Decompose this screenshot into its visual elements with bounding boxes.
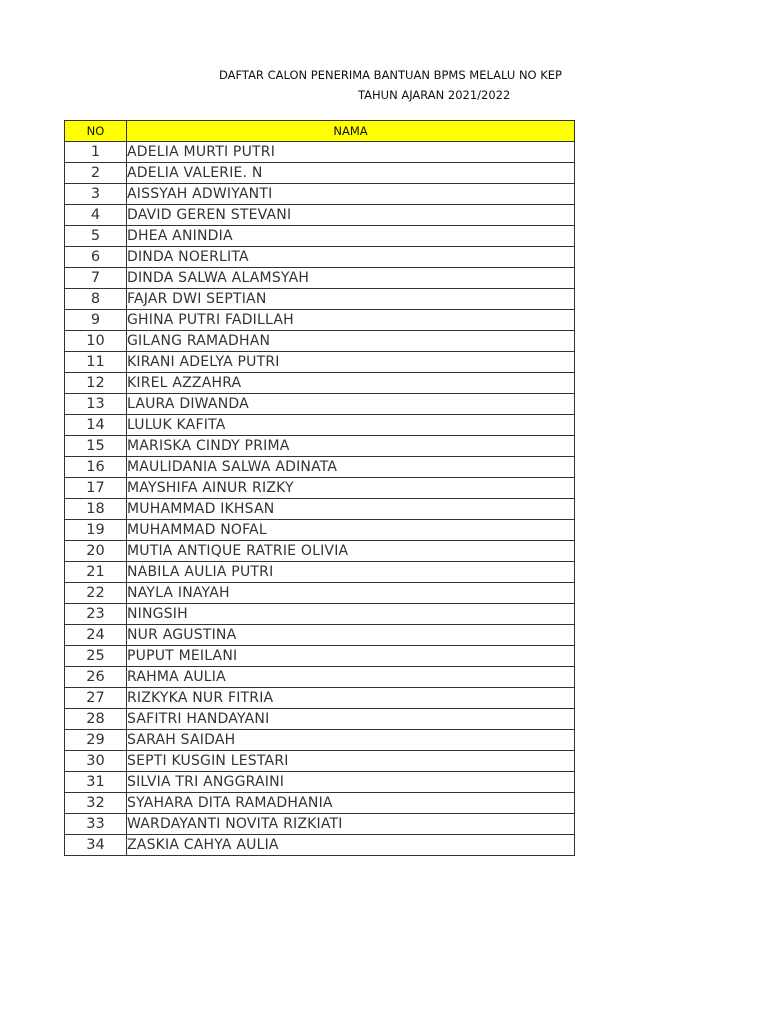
row-name: MAULIDANIA SALWA ADINATA bbox=[127, 457, 575, 478]
row-name: NINGSIH bbox=[127, 604, 575, 625]
row-name: DAVID GEREN STEVANI bbox=[127, 205, 575, 226]
row-name: MUHAMMAD IKHSAN bbox=[127, 499, 575, 520]
row-name: ADELIA MURTI PUTRI bbox=[127, 142, 575, 163]
table-row bbox=[65, 583, 575, 604]
row-number: 2 bbox=[65, 163, 127, 184]
table-row bbox=[65, 562, 575, 583]
row-number: 25 bbox=[65, 646, 127, 667]
table-row bbox=[65, 352, 575, 373]
row-name: SEPTI KUSGIN LESTARI bbox=[127, 751, 575, 772]
table-header-row bbox=[65, 121, 575, 142]
document-subtitle: TAHUN AJARAN 2021/2022 bbox=[358, 88, 511, 102]
column-header-nama: NAMA bbox=[127, 121, 575, 142]
row-number: 34 bbox=[65, 835, 127, 856]
row-number: 23 bbox=[65, 604, 127, 625]
table-row bbox=[65, 436, 575, 457]
row-number: 3 bbox=[65, 184, 127, 205]
row-number: 16 bbox=[65, 457, 127, 478]
row-name: ZASKIA CAHYA AULIA bbox=[127, 835, 575, 856]
table-row bbox=[65, 478, 575, 499]
document-title: DAFTAR CALON PENERIMA BANTUAN BPMS MELALU NO KEP bbox=[219, 68, 562, 82]
row-number: 20 bbox=[65, 541, 127, 562]
row-name: DHEA ANINDIA bbox=[127, 226, 575, 247]
row-number: 21 bbox=[65, 562, 127, 583]
row-number: 30 bbox=[65, 751, 127, 772]
table-row bbox=[65, 835, 575, 856]
row-number: 28 bbox=[65, 709, 127, 730]
row-name: RIZKYKA NUR FITRIA bbox=[127, 688, 575, 709]
table-row bbox=[65, 226, 575, 247]
row-number: 19 bbox=[65, 520, 127, 541]
table-row bbox=[65, 625, 575, 646]
table-row bbox=[65, 142, 575, 163]
row-name: SYAHARA DITA RAMADHANIA bbox=[127, 793, 575, 814]
row-number: 12 bbox=[65, 373, 127, 394]
row-number: 31 bbox=[65, 772, 127, 793]
table-row bbox=[65, 772, 575, 793]
row-number: 24 bbox=[65, 625, 127, 646]
row-number: 4 bbox=[65, 205, 127, 226]
row-name: DINDA NOERLITA bbox=[127, 247, 575, 268]
row-number: 18 bbox=[65, 499, 127, 520]
row-number: 8 bbox=[65, 289, 127, 310]
table-row bbox=[65, 247, 575, 268]
table-row bbox=[65, 268, 575, 289]
row-number: 5 bbox=[65, 226, 127, 247]
row-name: SILVIA TRI ANGGRAINI bbox=[127, 772, 575, 793]
table-body bbox=[65, 142, 575, 856]
table-row bbox=[65, 394, 575, 415]
row-name: MUHAMMAD NOFAL bbox=[127, 520, 575, 541]
column-header-no: NO bbox=[65, 121, 127, 142]
row-name: LAURA DIWANDA bbox=[127, 394, 575, 415]
row-name: GILANG RAMADHAN bbox=[127, 331, 575, 352]
row-name: FAJAR DWI SEPTIAN bbox=[127, 289, 575, 310]
table-row bbox=[65, 793, 575, 814]
row-number: 22 bbox=[65, 583, 127, 604]
row-number: 32 bbox=[65, 793, 127, 814]
recipient-table bbox=[64, 120, 575, 856]
table-row bbox=[65, 814, 575, 835]
row-number: 26 bbox=[65, 667, 127, 688]
table-row bbox=[65, 667, 575, 688]
table-row bbox=[65, 604, 575, 625]
table-row bbox=[65, 730, 575, 751]
row-name: KIREL AZZAHRA bbox=[127, 373, 575, 394]
row-number: 17 bbox=[65, 478, 127, 499]
row-name: MARISKA CINDY PRIMA bbox=[127, 436, 575, 457]
row-number: 6 bbox=[65, 247, 127, 268]
table-row bbox=[65, 457, 575, 478]
row-name: WARDAYANTI NOVITA RIZKIATI bbox=[127, 814, 575, 835]
table-row bbox=[65, 331, 575, 352]
table-row bbox=[65, 289, 575, 310]
table-row bbox=[65, 709, 575, 730]
row-name: NAYLA INAYAH bbox=[127, 583, 575, 604]
row-number: 1 bbox=[65, 142, 127, 163]
table-row bbox=[65, 646, 575, 667]
table-row bbox=[65, 751, 575, 772]
row-name: LULUK KAFITA bbox=[127, 415, 575, 436]
table-row bbox=[65, 163, 575, 184]
row-name: NUR AGUSTINA bbox=[127, 625, 575, 646]
table-row bbox=[65, 499, 575, 520]
table-row bbox=[65, 205, 575, 226]
table-row bbox=[65, 310, 575, 331]
row-number: 14 bbox=[65, 415, 127, 436]
row-number: 11 bbox=[65, 352, 127, 373]
row-name: PUPUT MEILANI bbox=[127, 646, 575, 667]
table-row bbox=[65, 688, 575, 709]
row-name: RAHMA AULIA bbox=[127, 667, 575, 688]
row-number: 33 bbox=[65, 814, 127, 835]
row-number: 10 bbox=[65, 331, 127, 352]
row-number: 15 bbox=[65, 436, 127, 457]
row-name: SAFITRI HANDAYANI bbox=[127, 709, 575, 730]
table-row bbox=[65, 541, 575, 562]
row-name: AISSYAH ADWIYANTI bbox=[127, 184, 575, 205]
row-name: ADELIA VALERIE. N bbox=[127, 163, 575, 184]
row-name: MUTIA ANTIQUE RATRIE OLIVIA bbox=[127, 541, 575, 562]
row-name: NABILA AULIA PUTRI bbox=[127, 562, 575, 583]
row-number: 9 bbox=[65, 310, 127, 331]
row-name: DINDA SALWA ALAMSYAH bbox=[127, 268, 575, 289]
row-name: KIRANI ADELYA PUTRI bbox=[127, 352, 575, 373]
row-number: 7 bbox=[65, 268, 127, 289]
row-number: 13 bbox=[65, 394, 127, 415]
table-row bbox=[65, 184, 575, 205]
table-row bbox=[65, 520, 575, 541]
row-number: 27 bbox=[65, 688, 127, 709]
table-row bbox=[65, 415, 575, 436]
row-name: GHINA PUTRI FADILLAH bbox=[127, 310, 575, 331]
row-name: MAYSHIFA AINUR RIZKY bbox=[127, 478, 575, 499]
table-row bbox=[65, 373, 575, 394]
row-name: SARAH SAIDAH bbox=[127, 730, 575, 751]
row-number: 29 bbox=[65, 730, 127, 751]
